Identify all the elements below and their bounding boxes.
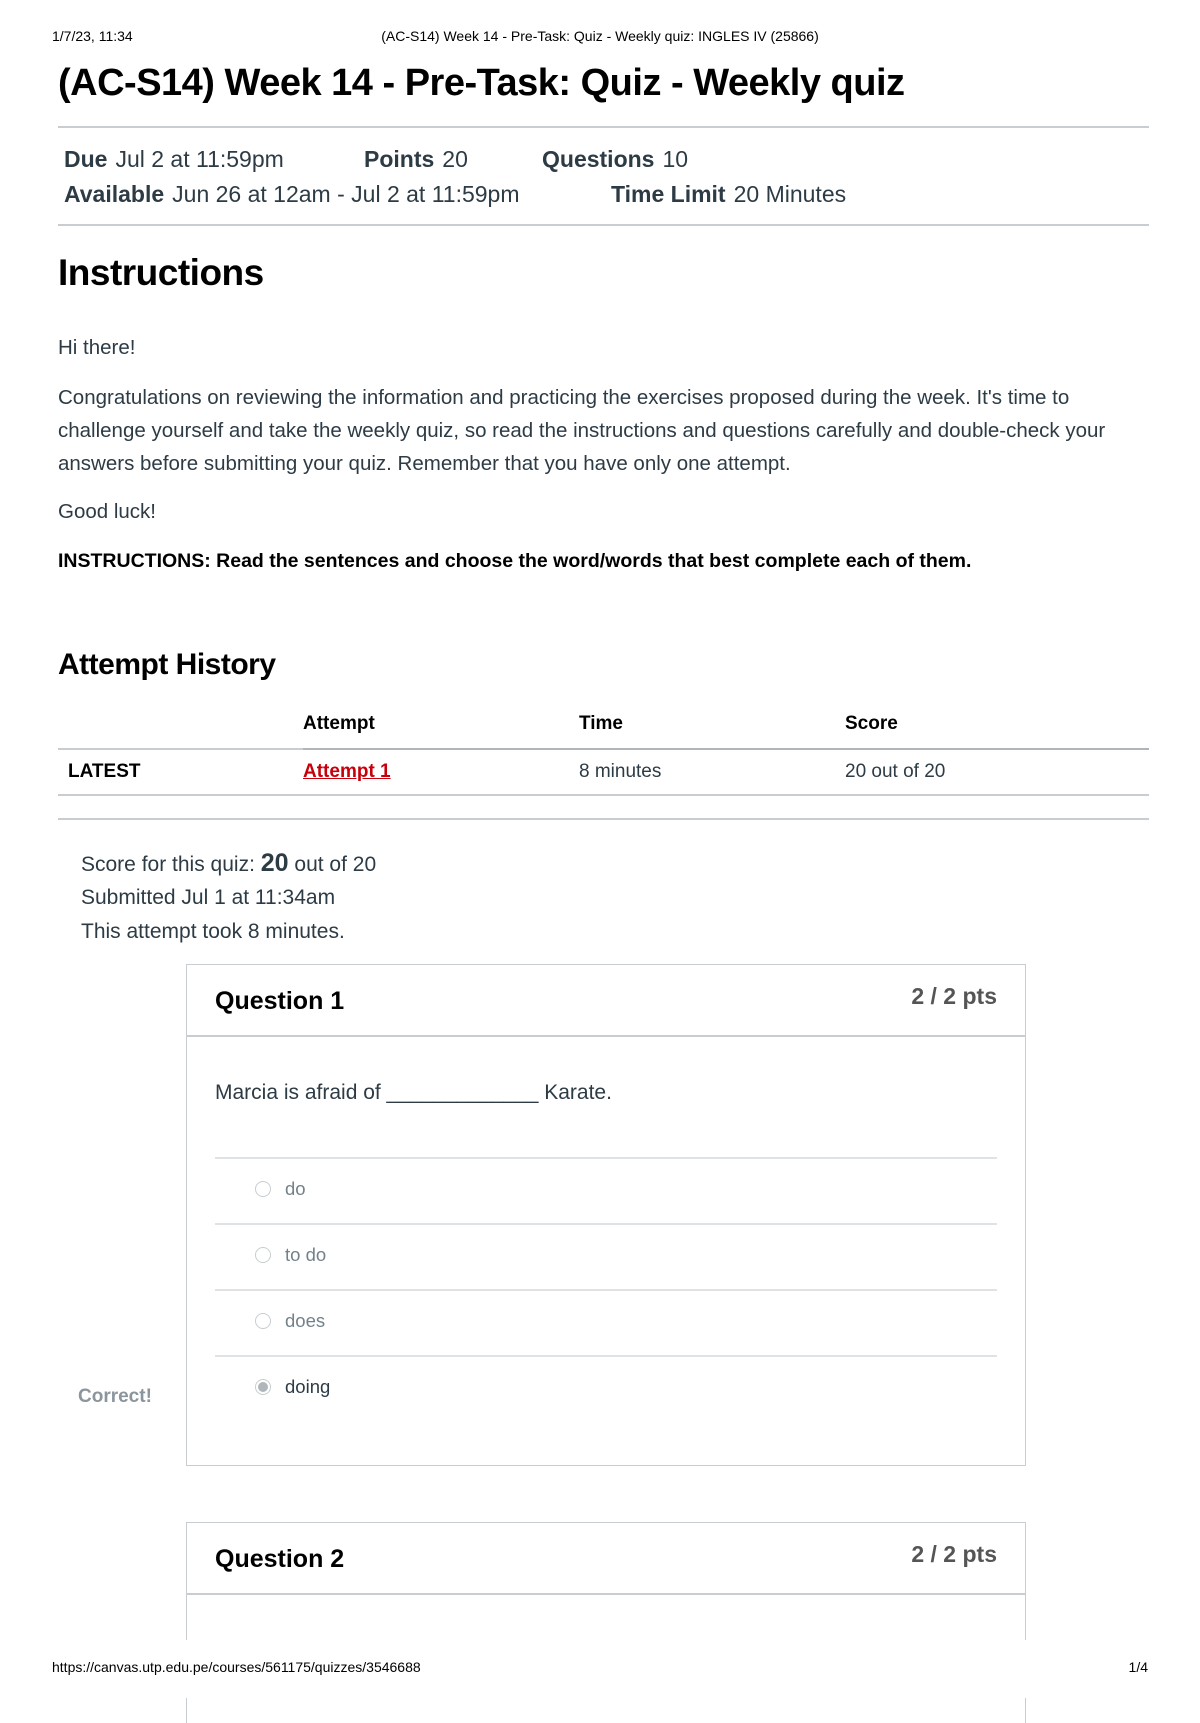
time-cell: 8 minutes: [579, 749, 845, 795]
print-header: [52, 28, 1148, 48]
score-value: 20: [260, 849, 289, 877]
answer-option[interactable]: [215, 1157, 997, 1223]
quiz-title: (AC-S14) Week 14 - Pre-Task: Quiz - Weekly quiz: [58, 62, 905, 104]
questions-label: Questions: [542, 146, 655, 172]
available-label: Available: [64, 181, 165, 207]
questions-value: 10: [662, 146, 689, 172]
time-limit-meta: [611, 181, 846, 208]
attempt-history-table: [58, 702, 1149, 796]
due-label: Due: [64, 146, 108, 172]
print-page-number: 1/4: [1128, 1659, 1148, 1675]
attempt-duration-text: This attempt took 8 minutes.: [81, 920, 345, 943]
question-text: Marcia is afraid of _____________ Karate.: [215, 1081, 612, 1104]
print-page-title: (AC-S14) Week 14 - Pre-Task: Quiz - Weekly quiz: INGLES IV (25866): [381, 28, 819, 44]
question-header: [187, 965, 1025, 1037]
column-header-score: Score: [845, 702, 1149, 749]
instructions-greeting: Hi there!: [58, 336, 136, 359]
attempt-1-link[interactable]: Attempt 1: [303, 761, 391, 782]
question-name: Question 1: [215, 987, 345, 1015]
quiz-score: [81, 849, 376, 878]
column-header-blank: [58, 702, 303, 749]
divider: [58, 224, 1149, 226]
column-header-attempt: Attempt: [303, 702, 579, 749]
available-meta: [64, 181, 520, 208]
instructions-body: Congratulations on reviewing the information and practicing the exercises proposed during the week. It's time to challenge yourself and take the weekly quiz, so read the instructions and questions carefully and double-check your answers before submitting your quiz. Remember that you have only one attempt.: [58, 386, 1106, 475]
radio-button[interactable]: [255, 1181, 271, 1197]
answer-label: do: [285, 1178, 306, 1199]
points-meta: [364, 146, 468, 173]
instructions-heading: Instructions: [58, 252, 264, 293]
radio-button[interactable]: [255, 1247, 271, 1263]
quiz-meta-row-1: [64, 146, 284, 173]
answer-label: does: [285, 1310, 326, 1331]
question-points: 2 / 2 pts: [911, 983, 997, 1009]
question-points: 2 / 2 pts: [911, 1541, 997, 1567]
submitted-text: Submitted Jul 1 at 11:34am: [81, 886, 336, 909]
instructions-good-luck: Good luck!: [58, 500, 156, 523]
print-url: https://canvas.utp.edu.pe/courses/561175/quizzes/3546688: [52, 1659, 421, 1675]
correct-flag: Correct!: [78, 1386, 152, 1407]
time-limit-value: 20 Minutes: [733, 181, 847, 207]
question-header: [187, 1523, 1025, 1595]
points-value: 20: [442, 146, 468, 172]
divider: [58, 126, 1149, 128]
column-header-time: Time: [579, 702, 845, 749]
table-header-row: [58, 702, 1149, 749]
score-suffix: out of 20: [294, 853, 377, 876]
radio-button[interactable]: [255, 1313, 271, 1329]
table-row: [58, 749, 1149, 795]
score-cell: 20 out of 20: [845, 749, 1149, 795]
question-name: Question 2: [215, 1545, 345, 1573]
answer-option[interactable]: [215, 1289, 997, 1355]
question-1: [186, 964, 1026, 1466]
attempt-cell: [303, 749, 579, 795]
radio-button-selected[interactable]: [255, 1379, 271, 1395]
time-limit-label: Time Limit: [611, 181, 726, 207]
print-datetime: 1/7/23, 11:34: [52, 28, 133, 44]
available-value: Jun 26 at 12am - Jul 2 at 11:59pm: [172, 181, 520, 207]
answer-option-selected[interactable]: [215, 1355, 997, 1421]
answer-list: [215, 1157, 997, 1421]
print-footer: [52, 1659, 1148, 1679]
answer-label: to do: [285, 1244, 327, 1265]
divider: [58, 818, 1149, 820]
answer-label: doing: [285, 1376, 331, 1397]
score-prefix: Score for this quiz:: [81, 853, 255, 876]
questions-meta: [542, 146, 688, 173]
answer-option[interactable]: [215, 1223, 997, 1289]
latest-label: LATEST: [58, 749, 303, 795]
attempt-history-heading: Attempt History: [58, 648, 276, 681]
instructions-directive: INSTRUCTIONS: Read the sentences and choose the word/words that best complete each of them.: [58, 550, 972, 572]
due-value: Jul 2 at 11:59pm: [115, 146, 284, 172]
points-label: Points: [364, 146, 435, 172]
